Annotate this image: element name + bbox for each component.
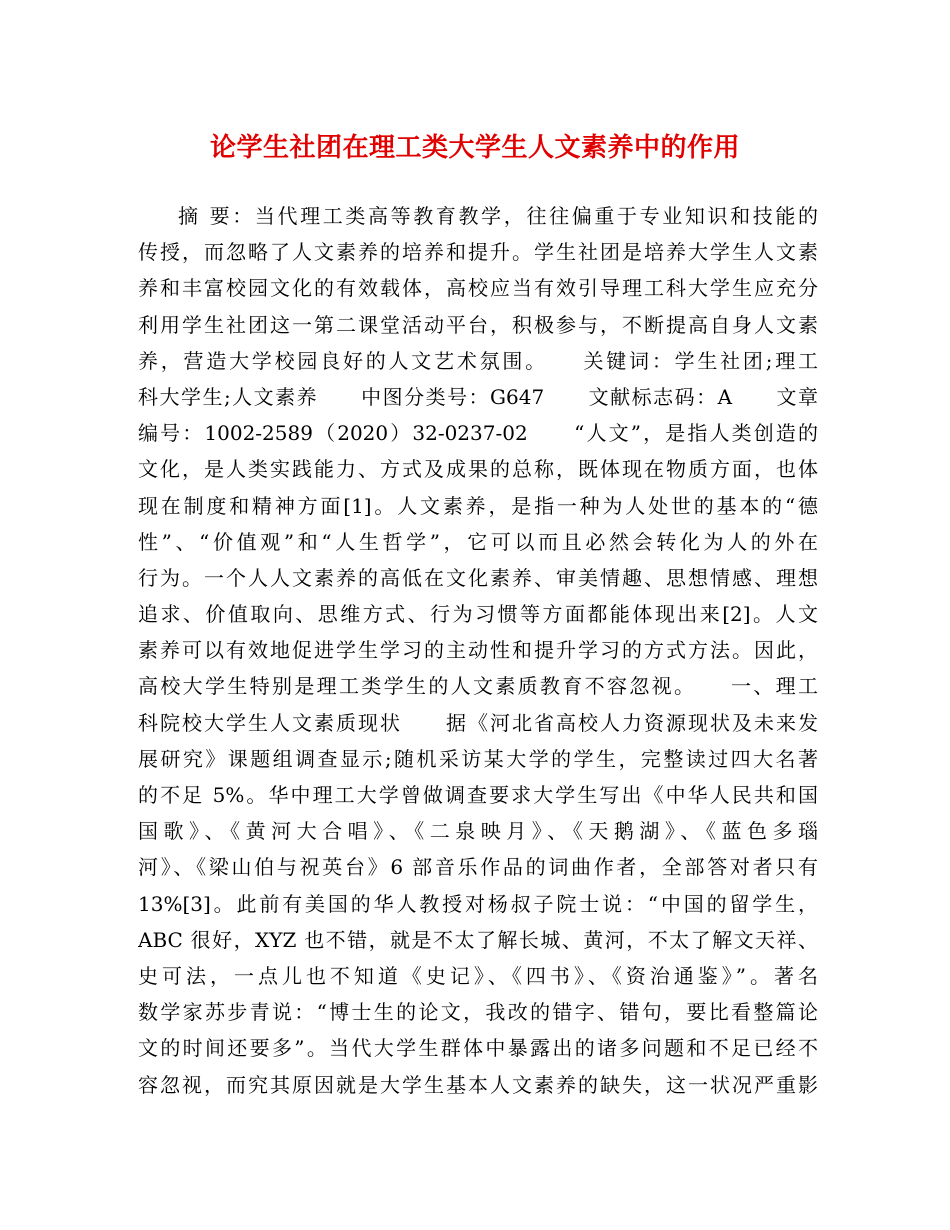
text-line: 数学家苏步青说：“博士生的论文，我改的错字、错句，要比看整篇论 xyxy=(138,1000,818,1025)
text-line: 素养可以有效地促进学生学习的主动性和提升学习的方式方法。因此， xyxy=(138,638,818,663)
text-line: 文的时间还要多”。当代大学生群体中暴露出的诸多问题和不足已经不 xyxy=(138,1036,818,1061)
text-line: 科院校大学生人文素质现状 据《河北省高校人力资源现状及未来发 xyxy=(138,710,818,735)
text-line: 利用学生社团这一第二课堂活动平台，积极参与，不断提高自身人文素 xyxy=(138,312,818,337)
text-line: 现在制度和精神方面[1]。人文素养，是指一种为人处世的基本的“德 xyxy=(138,493,818,518)
text-line: 行为。一个人人文素养的高低在文化素养、审美情趣、思想情感、理想 xyxy=(138,565,818,590)
text-line: 史可法，一点儿也不知道《史记》、《四书》、《资治通鉴》”。著名 xyxy=(138,963,818,988)
text-line: 编号：1002-2589（2020）32-0237-02 “人文”，是指人类创造的 xyxy=(138,421,818,446)
text-line: 科大学生;人文素养 中图分类号：G647 文献标志码：A 文章 xyxy=(138,384,818,409)
text-line: 高校大学生特别是理工类学生的人文素质教育不容忽视。 一、理工 xyxy=(138,674,818,699)
text-line: 展研究》课题组调查显示;随机采访某大学的学生，完整读过四大名著 xyxy=(138,746,818,771)
body-paragraph xyxy=(138,198,818,1103)
text-line: 摘 要：当代理工类高等教育教学，往往偏重于专业知识和技能的 xyxy=(178,204,818,228)
document-title: 论学生社团在理工类大学生人文素养中的作用 xyxy=(209,133,740,163)
text-line: 国歌》、《黄河大合唱》、《二泉映月》、《天鹅湖》、《蓝色多瑙 xyxy=(138,819,818,844)
text-line: 文化，是人类实践能力、方式及成果的总称，既体现在物质方面，也体 xyxy=(138,457,818,482)
text-line: 养，营造大学校园良好的人文艺术氛围。 关键词：学生社团;理工 xyxy=(138,348,818,373)
text-line: 的不足 5%。华中理工大学曾做调查要求大学生写出《中华人民共和国 xyxy=(138,783,818,807)
text-line: 河》、《梁山伯与祝英台》6 部音乐作品的词曲作者，全部答对者只有 xyxy=(138,855,818,880)
text-line: 追求、价值取向、思维方式、行为习惯等方面都能体现出来[2]。人文 xyxy=(138,602,818,627)
text-line: ABC 很好，XYZ 也不错，就是不太了解长城、黄河，不太了解文天祥、 xyxy=(138,927,818,952)
text-line: 养和丰富校园文化的有效载体，高校应当有效引导理工科大学生应充分 xyxy=(138,276,818,301)
text-line: 容忽视，而究其原因就是大学生基本人文素养的缺失，这一状况严重影 xyxy=(138,1072,818,1097)
text-line: 性”、“价值观”和“人生哲学”，它可以而且必然会转化为人的外在 xyxy=(138,529,818,554)
text-line: 传授，而忽略了人文素养的培养和提升。学生社团是培养大学生人文素 xyxy=(138,240,818,265)
text-line: 13%[3]。此前有美国的华人教授对杨叔子院士说：“中国的留学生， xyxy=(138,891,818,916)
